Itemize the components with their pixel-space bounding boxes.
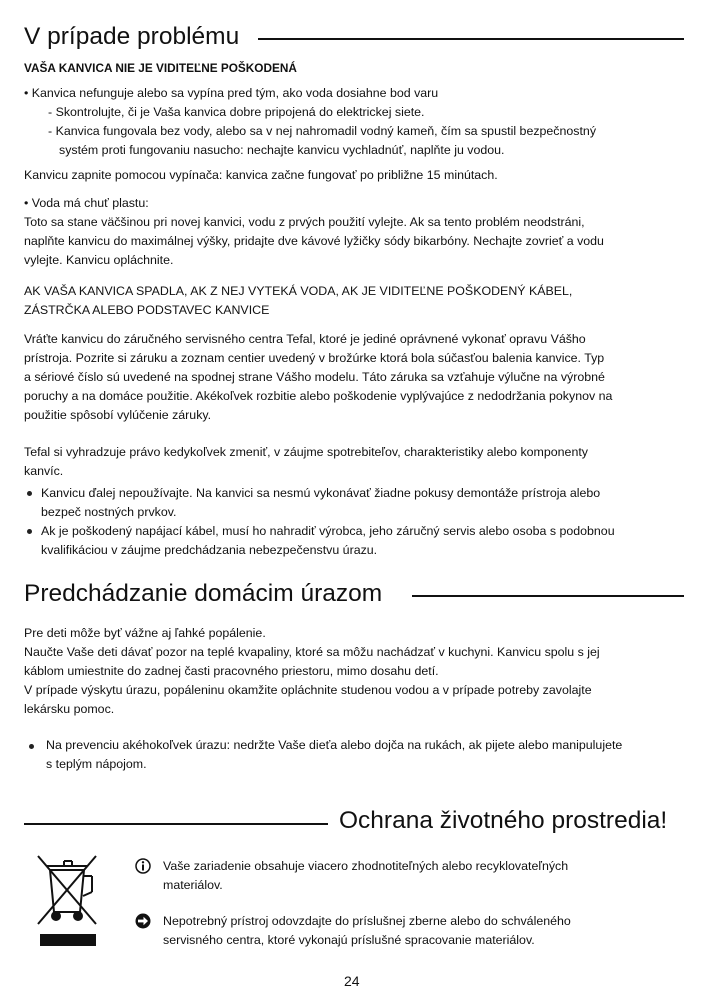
text-line: • Voda má chuť plastu: bbox=[24, 196, 149, 210]
text-line: systém proti fungovaniu nasucho: nechajte kanvicu vychladnúť, naplňte ju vodou. bbox=[59, 143, 505, 157]
env-text: Nepotrebný prístroj odovzdajte do príslušnej zberne alebo do schváleného bbox=[163, 914, 571, 928]
bullet-text: Na prevenciu akéhokoľvek úrazu: nedržte Vaše dieťa alebo dojča na rukách, ak pijete alebo manipulujete bbox=[46, 738, 623, 752]
text-line: Vráťte kanvicu do záručného servisného centra Tefal, ktoré je jediné oprávnené vykonať opravu Vášho bbox=[24, 332, 586, 346]
text-line: Kanvicu zapnite pomocou vypínača: kanvica začne fungovať po približne 15 minútach. bbox=[24, 168, 498, 182]
text-line: Naučte Vaše deti dávať pozor na teplé kvapaliny, ktoré sa môžu nachádzať v kuchyni. Kanvicu spolu s jej bbox=[24, 645, 600, 659]
env-text: Vaše zariadenie obsahuje viacero zhodnotiteľných alebo recyklovateľných bbox=[163, 859, 569, 873]
text-line: prístroja. Pozrite si záruku a zoznam centier uvedený v brožúrke ktorá bola súčasťou balenia kanvice. Typ bbox=[24, 351, 605, 365]
text-line: V prípade výskytu úrazu, popáleninu okamžite opláchnite studenou vodou a v prípade potreby zavolajte bbox=[24, 683, 592, 697]
bullet-text: Kanvicu ďalej nepoužívajte. Na kanvici sa nesmú vykonávať žiadne pokusy demontáže prístroja alebo bbox=[41, 486, 601, 500]
text-line: a sériové číslo sú uvedené na spodnej strane Vášho modelu. Táto záruka sa vzťahuje výlučne na výrobné bbox=[24, 370, 605, 384]
heading-damaged: AK VAŠA KANVICA SPADLA, AK Z NEJ VYTEKÁ VODA, AK JE VIDITEĽNE POŠKODENÝ KÁBEL, bbox=[24, 284, 573, 298]
text-line: vylejte. Kanvicu opláchnite. bbox=[24, 253, 174, 267]
arrow-recycle-icon bbox=[135, 913, 151, 929]
text-line: Pre deti môže byť vážne aj ľahké popálenie. bbox=[24, 626, 266, 640]
text-line: lekársku pomoc. bbox=[24, 702, 115, 716]
text-line: použitie spôsobí vylúčenie záruky. bbox=[24, 408, 212, 422]
page-number: 24 bbox=[344, 973, 360, 989]
title-rule bbox=[24, 823, 328, 825]
bullet-icon bbox=[27, 491, 32, 496]
text-line: poruchy a na domáce použitie. Akékoľvek rozbitie alebo poškodenie vyplývajúce z nedodržania pokynov na bbox=[24, 389, 613, 403]
section-title-problems: V prípade problému bbox=[24, 23, 240, 50]
text-line: naplňte kanvicu do maximálnej výšky, pridajte dve kávové lyžičky sódy bikarbóny. Nechajte zovrieť a vodu bbox=[24, 234, 604, 248]
bullet-text: Ak je poškodený napájací kábel, musí ho nahradiť výrobca, jeho záručný servis alebo osoba s podobnou bbox=[41, 524, 615, 538]
bullet-text: kvalifikáciou v záujme predchádzania nebezpečenstvu úrazu. bbox=[41, 543, 378, 557]
text-line: Toto sa stane väčšinou pri novej kanvici, vodu z prvých použití vylejte. Ak sa tento problém neodstráni, bbox=[24, 215, 585, 229]
bullet-icon bbox=[27, 529, 32, 534]
text-line: - Skontrolujte, či je Vaša kanvica dobre pripojená do elektrickej siete. bbox=[48, 105, 425, 119]
text-line: • Kanvica nefunguje alebo sa vypína pred tým, ako voda dosiahne bod varu bbox=[24, 86, 439, 100]
text-line: káblom umiestnite do zadnej časti pracovného priestoru, mimo dosahu detí. bbox=[24, 664, 439, 678]
bullet-text: s teplým nápojom. bbox=[46, 757, 147, 771]
heading-not-damaged: VAŠA KANVICA NIE JE VIDITEĽNE POŠKODENÁ bbox=[24, 61, 297, 75]
crossed-out-bin-icon bbox=[34, 852, 100, 948]
bullet-icon bbox=[29, 744, 34, 749]
env-text: servisného centra, ktoré vykonajú príslušné spracovanie materiálov. bbox=[163, 933, 535, 947]
section-title-injury-prevention: Predchádzanie domácim úrazom bbox=[24, 580, 383, 607]
text-line: Tefal si vyhradzuje právo kedykoľvek zmeniť, v záujme spotrebiteľov, charakteristiky alebo komponenty bbox=[24, 445, 588, 459]
title-rule bbox=[412, 595, 684, 597]
text-line: - Kanvica fungovala bez vody, alebo sa v nej nahromadil vodný kameň, čím sa spustil bezpečnostný bbox=[48, 124, 597, 138]
info-icon bbox=[135, 858, 151, 874]
env-text: materiálov. bbox=[163, 878, 223, 892]
title-rule bbox=[258, 38, 684, 40]
text-line: kanvíc. bbox=[24, 464, 64, 478]
bullet-text: bezpeč nostných prvkov. bbox=[41, 505, 177, 519]
heading-damaged: ZÁSTRČKA ALEBO PODSTAVEC KANVICE bbox=[24, 303, 270, 317]
section-title-environment: Ochrana životného prostredia! bbox=[339, 807, 668, 834]
